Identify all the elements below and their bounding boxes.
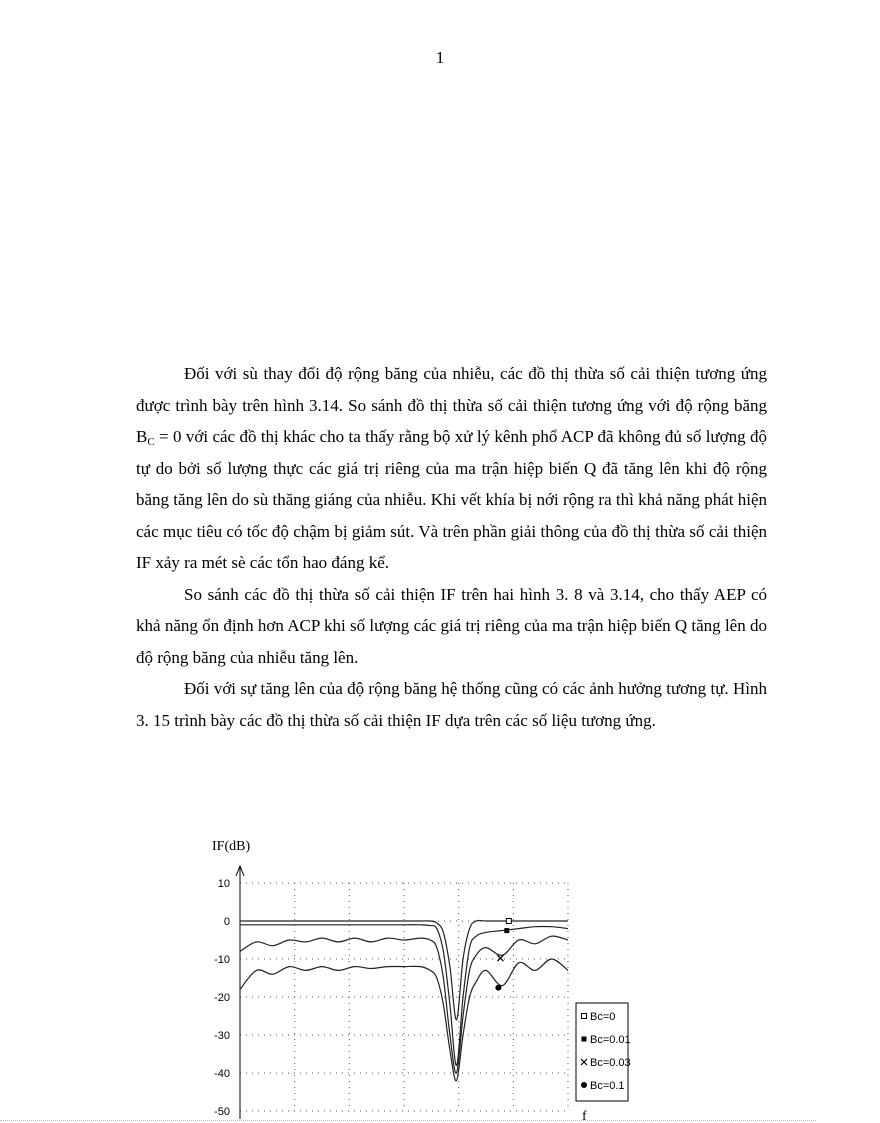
y-axis-label: IF(dB) — [212, 839, 251, 854]
legend-label-4: Bc=0.1 — [590, 1080, 625, 1092]
legend-marker-4 — [581, 1082, 587, 1088]
series-marker-1 — [506, 919, 511, 924]
legend-label-2: Bc=0.01 — [590, 1034, 631, 1046]
paragraph-2-text: So sánh các đồ thị thừa số cải thiện IF trên hai hình 3. 8 và 3.14, cho thấy AEP có khả năng ổn định hơn ACP khi số lượng các giá trị riêng của ma trận hiệp biến Q tăng lên do độ rộng băng của nhiễu tăng lên. — [136, 584, 767, 667]
subscript-c: C — [147, 436, 155, 448]
series-line-3 — [240, 936, 568, 1073]
y-tick-label: -30 — [214, 1030, 230, 1042]
y-tick-label: -10 — [214, 954, 230, 966]
series-marker-2 — [504, 928, 509, 933]
page-bottom-rule — [0, 1120, 816, 1121]
chart-legend — [576, 1003, 631, 1101]
series-line-2 — [240, 925, 568, 1066]
legend-marker-2 — [582, 1037, 587, 1042]
chart-axes — [236, 866, 244, 1119]
series-line-4 — [240, 959, 568, 1081]
paragraph-3 — [136, 673, 767, 736]
chart-grid — [240, 883, 568, 1111]
paragraph-1-text-a: Đối với sù thay đổi độ rộng băng của nhiễu, các đồ thị thừa số cải thiện tương ứng được trình bày trên hình 3.14. So sánh đồ thị thừa số cải thiện tương ứng với độ rộng băng B — [136, 364, 767, 446]
y-tick-label: 10 — [217, 878, 230, 890]
paragraph-2 — [136, 579, 767, 674]
chart-svg — [190, 828, 631, 1123]
body-text — [136, 358, 767, 736]
legend-marker-1 — [582, 1014, 587, 1019]
paragraph-3-text: Đối với sự tăng lên của độ rộng băng hệ thống cũng có các ảnh hưởng tương tự. Hình 3. 15 trình bày các đồ thị thừa số cải thiện IF dựa trên các số liệu tương ứng. — [136, 679, 767, 730]
series-marker-3 — [497, 955, 503, 961]
chart-series — [240, 920, 568, 1080]
y-tick-label: -40 — [214, 1068, 230, 1080]
figure-if-chart — [190, 828, 631, 1123]
x-axis-label: f — [582, 1109, 587, 1123]
y-tick-label: 0 — [223, 916, 230, 928]
legend-label-3: Bc=0.03 — [590, 1057, 631, 1069]
paragraph-1-text-b: = 0 với các đồ thị khác cho ta thấy rằng bộ xử lý kênh phổ ACP đã không đủ số lượng độ tự do bởi số lượng thực các giá trị riêng của ma trận hiệp biến Q đã tăng lên khi độ rộng băng tăng lên do sù thăng giáng của nhiễu. Khi vết khía bị nới rộng ra thì khả năng phát hiện các mục tiêu có tốc độ chậm bị giảm sút. Và trên phần giải thông của đồ thị thừa số cải thiện IF xảy ra mét sè các tổn hao đáng kể. — [136, 427, 767, 572]
y-tick-label: -50 — [214, 1106, 230, 1118]
paragraph-1 — [136, 358, 767, 579]
series-line-1 — [240, 920, 568, 1019]
legend-label-1: Bc=0 — [590, 1011, 616, 1023]
y-tick-label: -20 — [214, 992, 230, 1004]
y-tick-labels — [214, 878, 230, 1118]
series-marker-4 — [495, 985, 501, 991]
page-number: 1 — [435, 48, 445, 67]
